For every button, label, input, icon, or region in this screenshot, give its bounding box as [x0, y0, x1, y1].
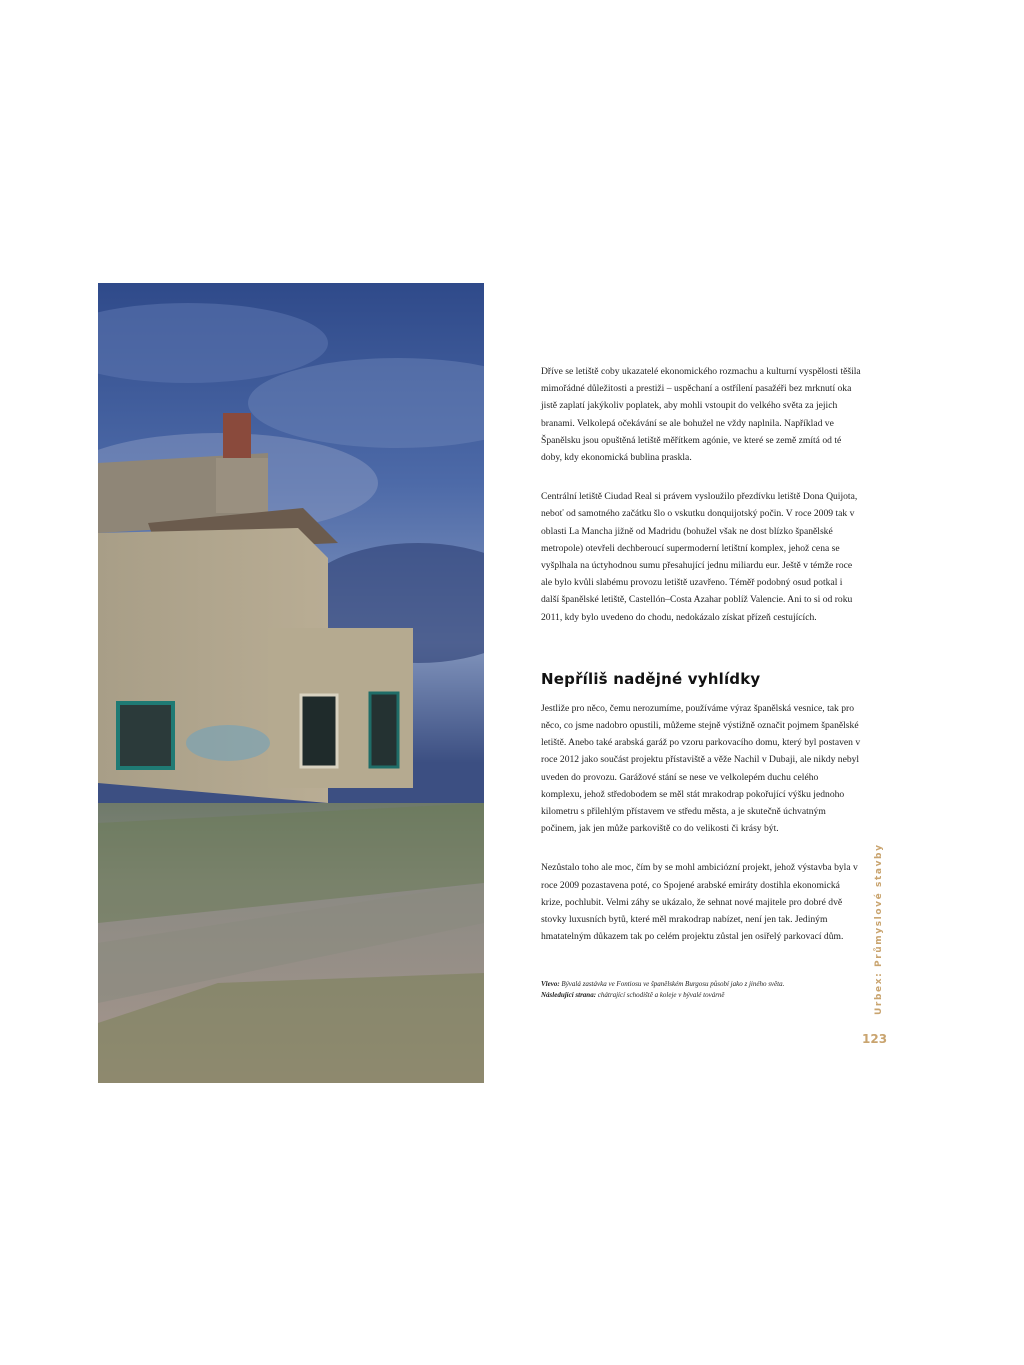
- photo-caption: [541, 979, 861, 1001]
- abandoned-building-photo: [98, 283, 484, 1083]
- paragraph: Jestliže pro něco, čemu nerozumíme, používáme výraz španělská vesnice, tak pro něco, co jsme nadobro opustili, můžeme stejně výstižně označit pojmem španělské letiště. Anebo také arabská garáž po vzoru parkovacího domu, který byl postaven v roce 2012 jako součást projektu přístaviště a věže Nachil v Dubaji, ale nikdy nebyl uveden do provozu. Garážové stání se nese ve velkolepém duchu celého komplexu, jehož středobodem se měl stát mrakodrap pokořující výšku jednoho kilometru s přilehlým přístavem ve středu města, a je skutečně úchvatným počinem, jak jen může parkoviště co do velikosti či krásy být.: [541, 702, 861, 835]
- paragraph: Dříve se letiště coby ukazatelé ekonomického rozmachu a kulturní vyspělosti těšila mimořádné důležitosti a prestiži – uspěchaní a ostřílení pasažéři bez mrknutí oka jistě zaplatí jakýkoliv poplatek, aby mohli vstoupit do velkého světa za jejich branami. Velkolepá očekávání se ale bohužel ne vždy naplnila. Například ve Španělsku jsou opuštěná letiště měřítkem agónie, ve které se země zmítá od té doby, kdy ekonomická bublina praskla.: [541, 366, 861, 464]
- article-body: [541, 363, 861, 1001]
- paragraph: Centrální letiště Ciudad Real si právem vysloužilo přezdívku letiště Dona Quijota, neboť od samotného začátku šlo o vskutku donquijotský počin. V roce 2009 tak v oblasti La Mancha jižně od Madridu (bohužel však ne dost blízko španělské metropole) otevřeli dechberoucí supermoderní letištní komplex, jehož cena se vyšplhala na úctyhodnou sumu přesahující jednu miliardu eur. Ještě v témže roce ale bylo kvůli slabému provozu letiště uzavřeno. Téměř podobný osud potkal i další španělské letiště, Castellón–Costa Azahar poblíž Valencie. Ani to si od roku 2011, kdy bylo uvedeno do chodu, nedokázalo získat přízeň cestujících.: [541, 491, 858, 623]
- caption-next-text: chátrající schodiště a koleje v bývalé továrně: [597, 991, 725, 1000]
- caption-left-label: Vlevo:: [541, 980, 560, 989]
- caption-left-text: Bývalá zastávka ve Fontiosu ve španělském Burgosu působí jako z jiného světa.: [561, 980, 785, 989]
- page-number: 123: [862, 1032, 888, 1046]
- paragraph: Nezůstalo toho ale moc, čím by se mohl ambiciózní projekt, jehož výstavba byla v roce 2009 pozastavena poté, co Spojené arabské emiráty dostihla ekonomická krize, pochlubit. Velmi záhy se ukázalo, že sehnat nové majitele pro dobré dvě stovky luxusních bytů, které měl mrakodrap nabízet, není jen tak. Jediným hmatatelným důkazem tak po celém projektu zůstal jen osiřelý parkovací dům.: [541, 862, 858, 943]
- section-heading: Nepříliš nadějné vyhlídky: [541, 669, 761, 688]
- running-head: Urbex: Průmyslové stavby: [874, 843, 884, 1015]
- caption-next-label: Následující strana:: [541, 991, 597, 1000]
